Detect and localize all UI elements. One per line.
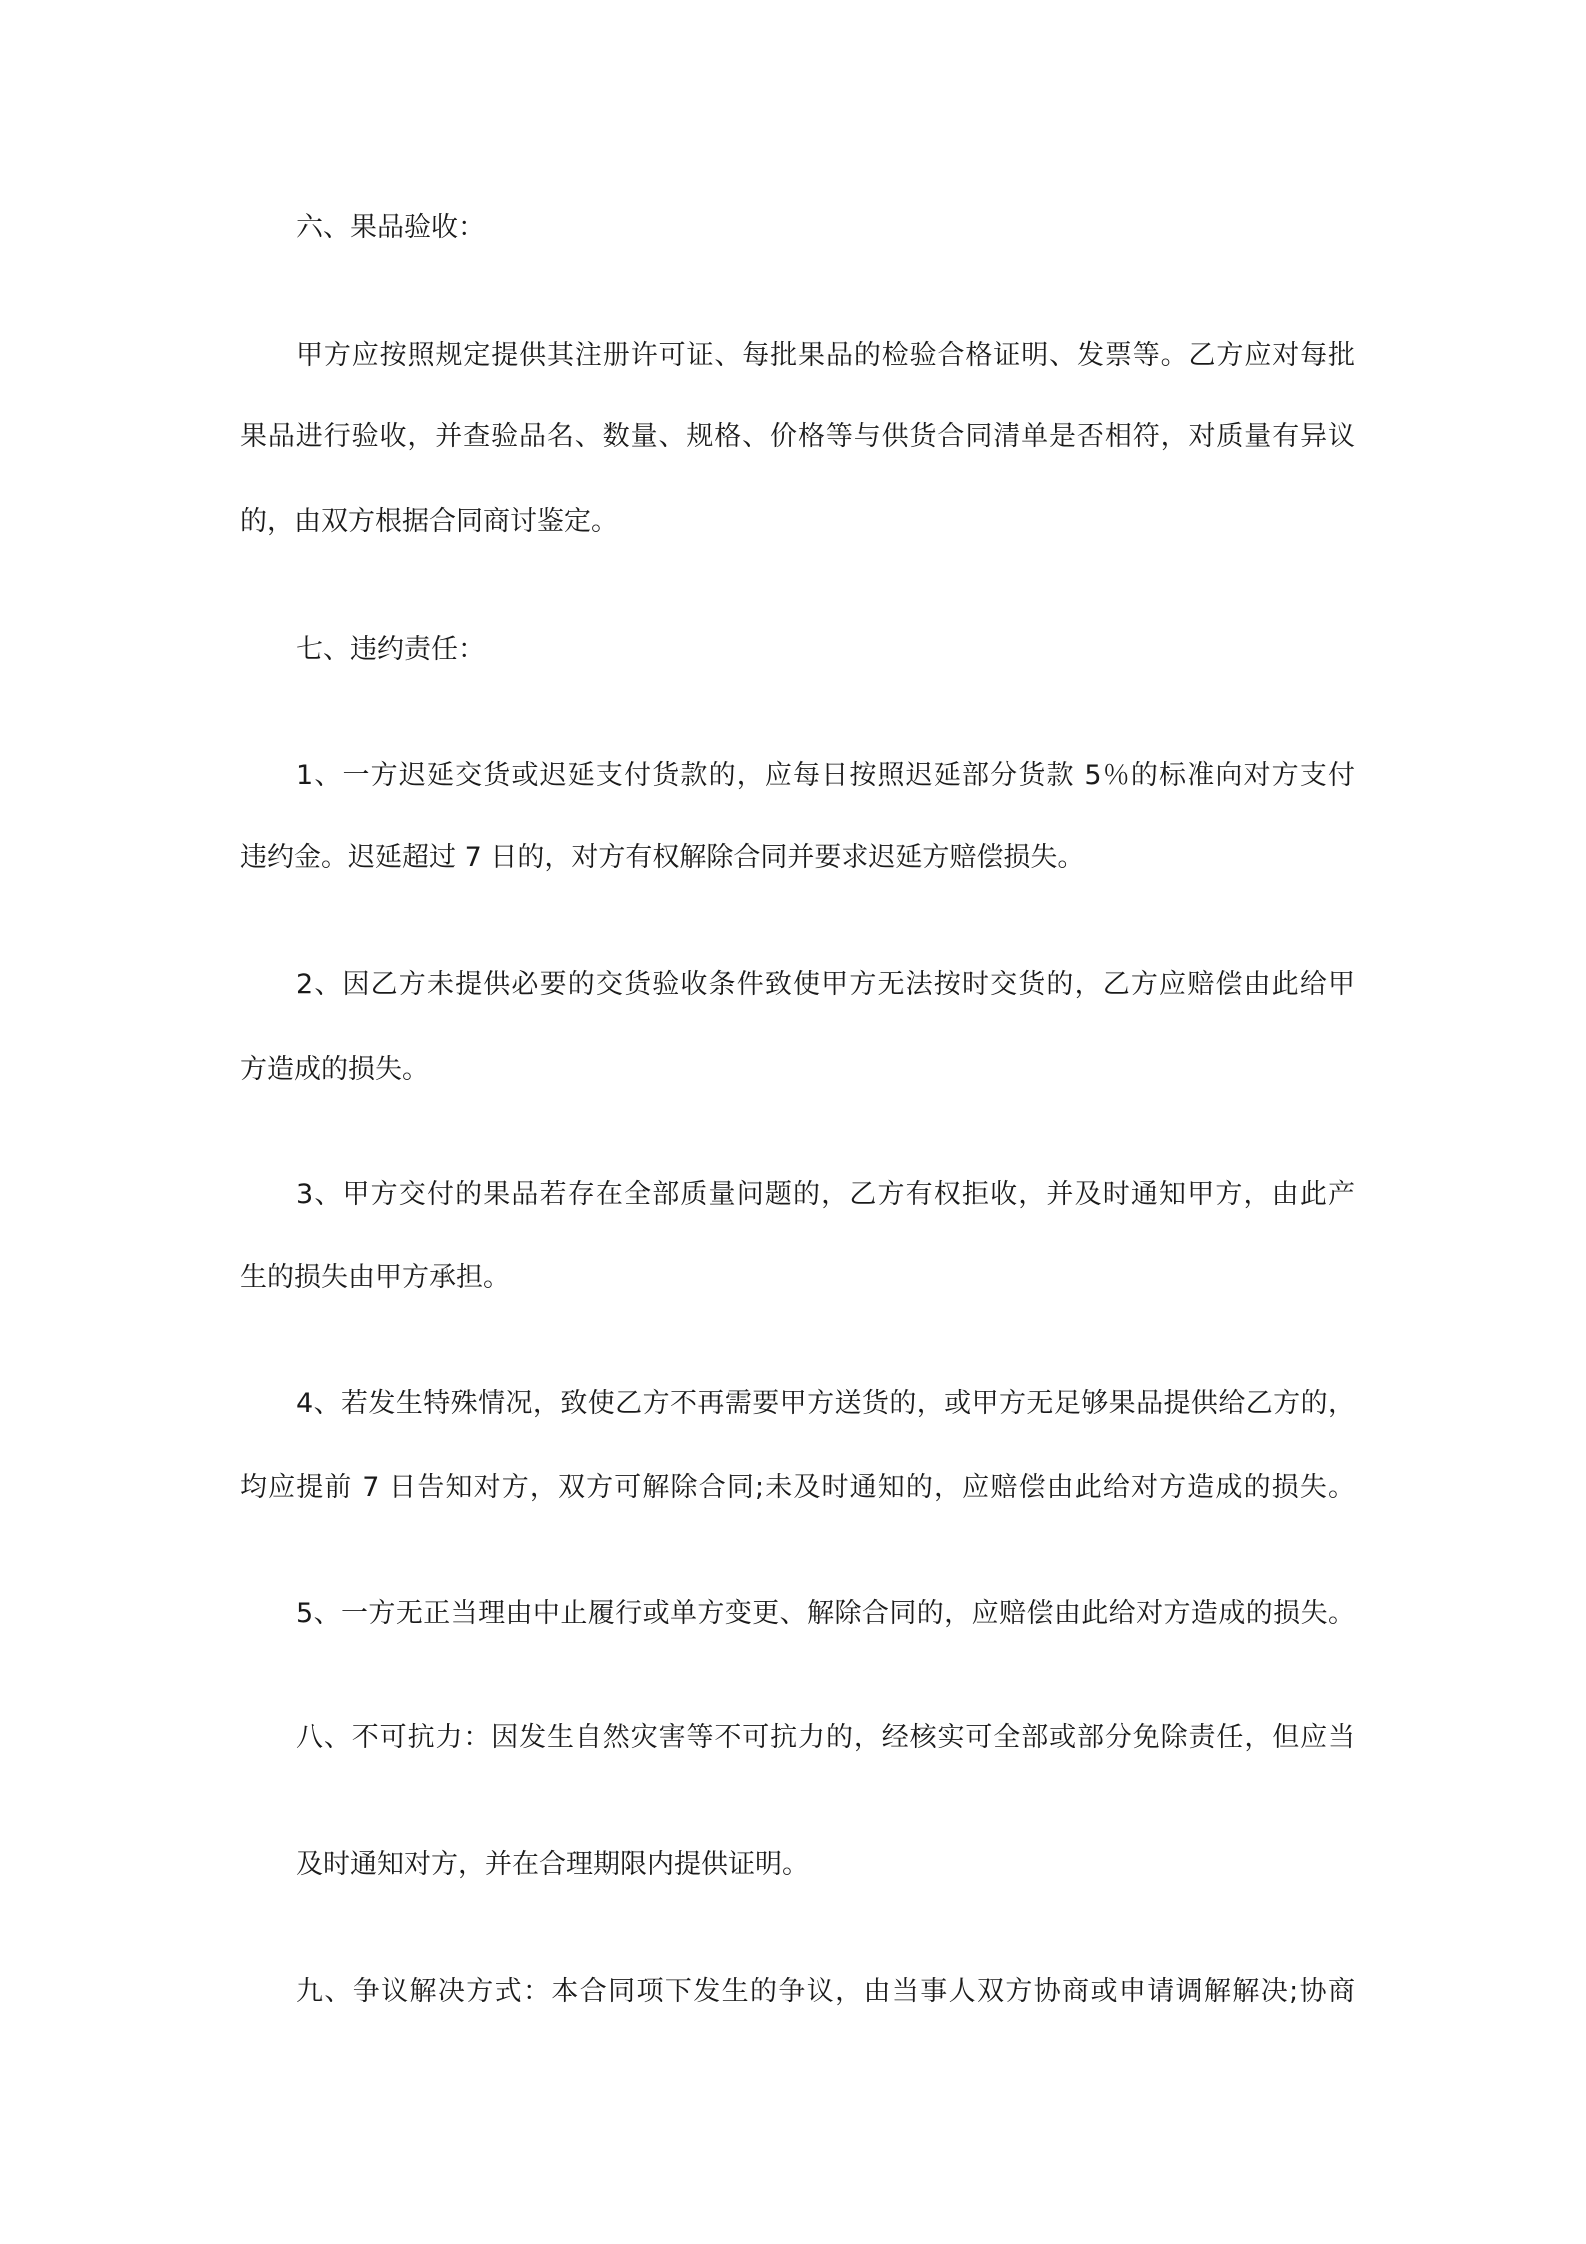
section-6-line-1: 甲方应按照规定提供其注册许可证、每批果品的检验合格证明、发票等。乙方应对每批 [296, 340, 1355, 371]
section-7-heading: 七、违约责任： [296, 634, 485, 665]
section-9-line-1: 九、争议解决方式：本合同项下发生的争议，由当事人双方协商或申请调解解决;协商 [296, 1976, 1355, 2007]
item-3-line-1: 3、甲方交付的果品若存在全部质量问题的，乙方有权拒收，并及时通知甲方，由此产 [296, 1179, 1355, 1210]
item-1-line-2: 违约金。迟延超过 7 日的，对方有权解除合同并要求迟延方赔偿损失。 [240, 842, 1085, 873]
section-8-line-1: 八、不可抗力：因发生自然灾害等不可抗力的，经核实可全部或部分免除责任，但应当 [296, 1722, 1355, 1753]
item-3-line-2: 生的损失由甲方承担。 [240, 1262, 510, 1293]
section-6-line-2: 果品进行验收，并查验品名、数量、规格、价格等与供货合同清单是否相符，对质量有异议 [240, 421, 1355, 452]
section-6-line-3: 的，由双方根据合同商讨鉴定。 [240, 506, 618, 537]
item-1-line-1: 1、一方迟延交货或迟延支付货款的，应每日按照迟延部分货款 5％的标准向对方支付 [296, 760, 1355, 791]
item-2-line-1: 2、因乙方未提供必要的交货验收条件致使甲方无法按时交货的，乙方应赔偿由此给甲 [296, 969, 1355, 1000]
item-2-line-2: 方造成的损失。 [240, 1054, 429, 1085]
item-4-line-1: 4、若发生特殊情况，致使乙方不再需要甲方送货的，或甲方无足够果品提供给乙方的， [296, 1388, 1355, 1419]
item-4-line-2: 均应提前 7 日告知对方，双方可解除合同;未及时通知的，应赔偿由此给对方造成的损失。 [240, 1472, 1355, 1503]
section-6-heading: 六、果品验收： [296, 212, 485, 243]
section-8-line-2: 及时通知对方，并在合理期限内提供证明。 [296, 1849, 809, 1880]
item-5-line-1: 5、一方无正当理由中止履行或单方变更、解除合同的，应赔偿由此给对方造成的损失。 [296, 1598, 1355, 1629]
